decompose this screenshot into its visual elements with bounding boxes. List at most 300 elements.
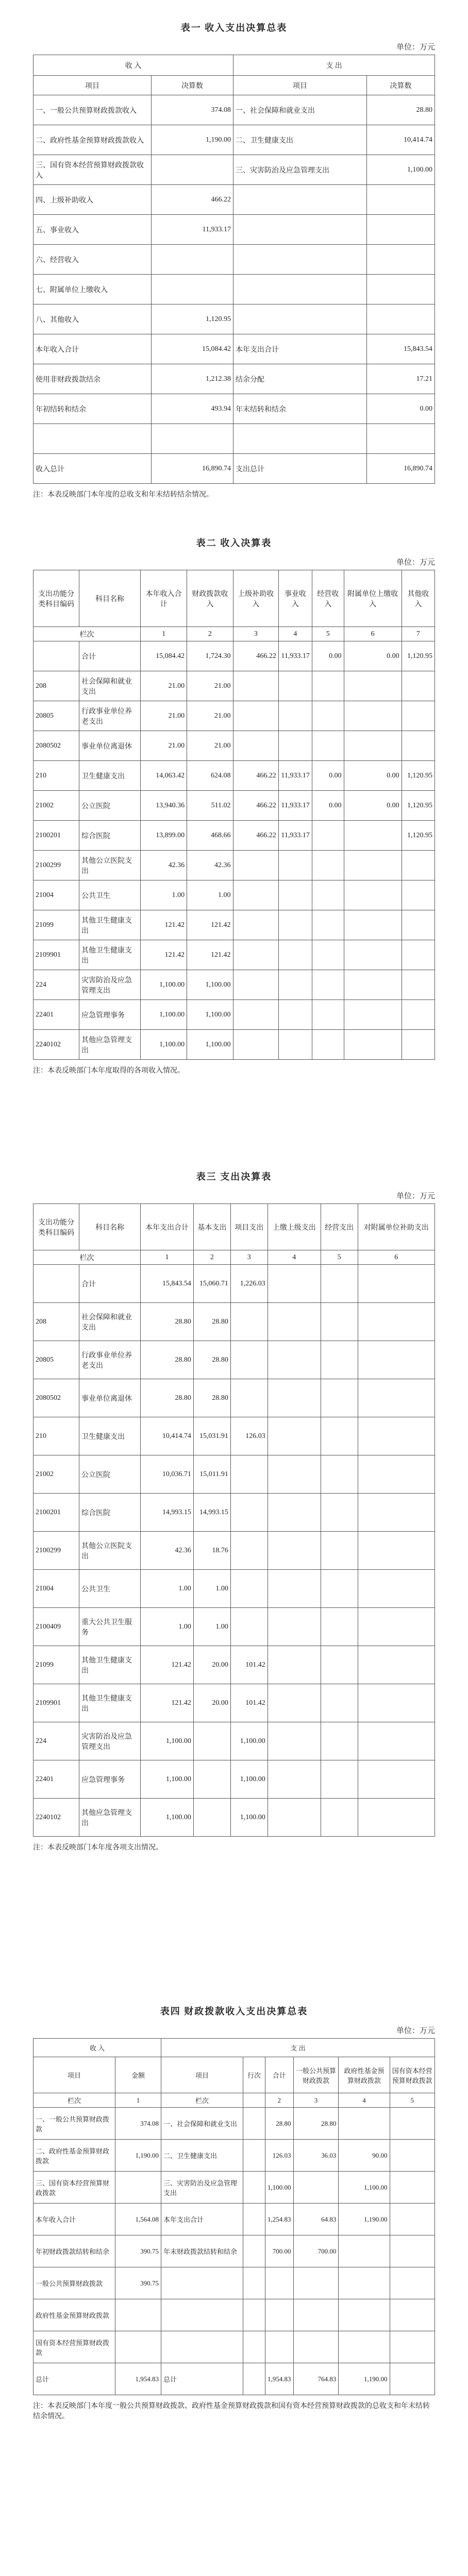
- table2-code: 2240102: [34, 1030, 79, 1060]
- table2-row: [34, 970, 435, 1000]
- table4-income-item: 总计: [34, 2363, 115, 2395]
- table2-value: 1,120.95: [402, 641, 434, 671]
- table2-value: [278, 701, 312, 731]
- table3-value: [321, 1722, 358, 1760]
- table3-value: [358, 1722, 434, 1760]
- table4-gen: 700.00: [293, 2235, 339, 2267]
- table3-value: 28.80: [141, 1303, 194, 1341]
- table2-value: 13,899.00: [141, 821, 187, 851]
- table2-value: 11,933.17: [278, 821, 312, 851]
- table3-value: [268, 1608, 321, 1646]
- table3-row: [34, 1760, 435, 1799]
- table4-gen: [293, 2267, 339, 2299]
- table3-name: 其他卫生健康支出: [79, 1646, 141, 1684]
- table3-value: [358, 1760, 434, 1799]
- table3-value: [321, 1303, 358, 1341]
- table2-name: 公共卫生: [79, 880, 141, 910]
- table2-value: [233, 851, 278, 880]
- table1-income-item: 三、国有资本经营预算财政拨款收入: [34, 155, 152, 185]
- table4-state: [390, 2299, 434, 2331]
- table3-value: [268, 1455, 321, 1494]
- table4-income-amount: 374.08: [115, 2108, 161, 2140]
- table4-row: [34, 2331, 435, 2363]
- table4-title: 表四 财政拨款收入支出决算总表: [160, 2006, 308, 2016]
- table2-value: [402, 851, 434, 880]
- table3-value: [358, 1494, 434, 1532]
- table3-value: [268, 1532, 321, 1570]
- table2-row: [34, 880, 435, 910]
- table2-value: 42.36: [187, 851, 233, 880]
- table2-code: 22401: [34, 1000, 79, 1030]
- table3-value: [230, 1379, 268, 1417]
- table3-name: 合计: [79, 1265, 141, 1303]
- table3-value: 28.80: [193, 1303, 230, 1341]
- table2-value: [233, 940, 278, 970]
- table2-code: 20805: [34, 701, 79, 731]
- table2-value: [402, 880, 434, 910]
- table4-rowno: [243, 2204, 265, 2235]
- table1-note: 注：本表反映部门本年度的总收支和年末结转结余情况。: [33, 491, 213, 499]
- table4-gen: [293, 2331, 339, 2363]
- table2-code: 21004: [34, 880, 79, 910]
- table1-expense-item: 支出总计: [233, 454, 367, 484]
- table4-expense-item: 三、灾害防治及应急管理支出: [161, 2172, 243, 2204]
- table2-row: [34, 851, 435, 880]
- table1-expense-item: [233, 215, 367, 245]
- table1-expense-amount: [367, 424, 435, 454]
- table2-code: 2100201: [34, 821, 79, 851]
- table3-value: 14,993.15: [193, 1494, 230, 1532]
- table1-expense-amount: 0.00: [367, 394, 435, 424]
- table2-title: 表二 收入决算表: [196, 538, 272, 548]
- table1-income-amount: 1,120.95: [152, 304, 233, 334]
- table3-value: 20.00: [193, 1646, 230, 1684]
- table4-expense-item: 一、社会保障和就业支出: [161, 2108, 243, 2140]
- table1-income-item: 年初结转和结余: [34, 394, 152, 424]
- table3-col-ope: 经营支出: [321, 1204, 358, 1250]
- table4-state: [390, 2267, 434, 2299]
- table2-value: 14,063.42: [141, 761, 187, 791]
- table2-code: 2100299: [34, 851, 79, 880]
- table4-col-num: 1: [115, 2093, 161, 2108]
- table3-value: 28.80: [193, 1341, 230, 1379]
- table2-value: [312, 851, 344, 880]
- table2-value: [344, 731, 402, 761]
- table2-row: [34, 791, 435, 821]
- table2-value: [344, 910, 402, 940]
- table2-value: 1,100.00: [187, 1000, 233, 1030]
- table4-gov: 1,190.00: [339, 2204, 390, 2235]
- table2-value: [233, 910, 278, 940]
- table2-value: [344, 880, 402, 910]
- table1-income-amount: 1,190.00: [152, 125, 233, 155]
- table2-section: [33, 536, 435, 1075]
- table1-expense-item: [233, 185, 367, 215]
- table3-value: 1.00: [193, 1570, 230, 1608]
- table1-expense-amount: [367, 215, 435, 245]
- table4-expense-header: 支 出: [161, 2039, 435, 2057]
- table4-state: [390, 2140, 434, 2172]
- table4-total: 700.00: [265, 2235, 294, 2267]
- table1-col-amount: 决算数: [367, 76, 435, 95]
- table1-income-amount: 493.94: [152, 394, 233, 424]
- table4-row: [34, 2299, 435, 2331]
- table2-value: 121.42: [187, 910, 233, 940]
- table1-row: [34, 334, 435, 364]
- table4-gov: 1,190.00: [339, 2363, 390, 2395]
- table3-name: 社会保障和就业支出: [79, 1303, 141, 1341]
- table1-income-amount: 16,890.74: [152, 454, 233, 484]
- table3-value: 15,843.54: [141, 1265, 194, 1303]
- table4-expense-item: [161, 2299, 243, 2331]
- table1-row: [34, 275, 435, 304]
- table3-col-index: 栏次: [34, 1250, 141, 1265]
- table2-value: 1,120.95: [402, 791, 434, 821]
- table2-value: 11,933.17: [278, 641, 312, 671]
- table2-name: 公立医院: [79, 791, 141, 821]
- table3-code: 2109901: [34, 1684, 79, 1722]
- table4-total: 126.03: [265, 2140, 294, 2172]
- table2-value: 1.00: [187, 880, 233, 910]
- table2-value: 0.00: [344, 791, 402, 821]
- table2-value: 1.00: [141, 880, 187, 910]
- table3-value: 15,060.71: [193, 1265, 230, 1303]
- table3-row: [34, 1455, 435, 1494]
- table3-value: 1.00: [141, 1570, 194, 1608]
- table1-row: [34, 185, 435, 215]
- table3-row: [34, 1608, 435, 1646]
- table3-unit: 单位：万元: [396, 1192, 435, 1200]
- table2-value: [312, 821, 344, 851]
- table4-col-state: 国有资本经营预算财政拨款: [390, 2057, 434, 2093]
- table4-col-amount: 金额: [115, 2057, 161, 2093]
- table2-value: 511.02: [187, 791, 233, 821]
- table2-col-sub: 附属单位上缴收入: [344, 570, 402, 627]
- table1-col-amount: 决算数: [152, 76, 233, 95]
- table3-value: [193, 1799, 230, 1837]
- table3-code: [34, 1265, 79, 1303]
- table1-unit: 单位：万元: [396, 43, 435, 52]
- table3-value: [193, 1760, 230, 1799]
- table3-row: [34, 1379, 435, 1417]
- table3-code: 20805: [34, 1341, 79, 1379]
- table3-value: 1,226.03: [230, 1265, 268, 1303]
- table2-col-oth: 其他收入: [402, 570, 434, 627]
- table1-col-item: 项目: [34, 76, 152, 95]
- table2-value: [312, 731, 344, 761]
- table2-row: [34, 1030, 435, 1060]
- table4-income-item: 本年收入合计: [34, 2204, 115, 2235]
- table2-value: 21.00: [187, 701, 233, 731]
- table1-income-item: 二、政府性基金预算财政拨款收入: [34, 125, 152, 155]
- table4-income-item: 年初财政拨款结转和结余: [34, 2235, 115, 2267]
- table2-value: [233, 731, 278, 761]
- table1-income-item: 六、经营收入: [34, 245, 152, 275]
- table3-section: [33, 1170, 435, 1852]
- table3-code: 224: [34, 1722, 79, 1760]
- table4-row: [34, 2204, 435, 2235]
- table3-value: [268, 1646, 321, 1684]
- table3-value: 15,031.91: [193, 1417, 230, 1455]
- table3-value: [358, 1341, 434, 1379]
- table3-value: [230, 1341, 268, 1379]
- table2-value: 21.00: [187, 731, 233, 761]
- table2-code: 208: [34, 671, 79, 701]
- table4-unit: 单位：万元: [396, 2027, 435, 2035]
- table2-name: 其他公立医院支出: [79, 851, 141, 880]
- table3-value: [321, 1760, 358, 1799]
- table1-income-amount: 1,212.38: [152, 364, 233, 394]
- table4-state: [390, 2204, 434, 2235]
- table3-row: [34, 1494, 435, 1532]
- table1-expense-item: [233, 275, 367, 304]
- table1-income-item: 五、事业收入: [34, 215, 152, 245]
- table2-value: [402, 1000, 434, 1030]
- table3-value: [358, 1265, 434, 1303]
- table2-col-fin: 财政拨款收入: [187, 570, 233, 627]
- table2-value: 21.00: [187, 671, 233, 701]
- table2-value: [278, 731, 312, 761]
- table2-row: [34, 1000, 435, 1030]
- table2-name: 其他卫生健康支出: [79, 940, 141, 970]
- table3-name: 行政事业单位养老支出: [79, 1341, 141, 1379]
- table2-code: 2080502: [34, 731, 79, 761]
- table4-total: 28.80: [265, 2108, 294, 2140]
- table3-value: [358, 1608, 434, 1646]
- table3-value: 10,414.74: [141, 1417, 194, 1455]
- table4-col-num: 4: [339, 2093, 390, 2108]
- table3-value: [268, 1303, 321, 1341]
- table2-value: 0.00: [312, 641, 344, 671]
- table1-income-header: 收 入: [34, 55, 233, 76]
- table2-value: 466.22: [233, 821, 278, 851]
- table2-value: [233, 701, 278, 731]
- table4-col-num: [243, 2093, 265, 2108]
- table2-value: [402, 970, 434, 1000]
- table2-value: [312, 880, 344, 910]
- table2-unit: 单位：万元: [396, 558, 435, 567]
- table2-value: 466.22: [233, 791, 278, 821]
- table4-expense-item: 年末财政拨款结转和结余: [161, 2235, 243, 2267]
- table4-col-num: 2: [265, 2093, 294, 2108]
- table2-code: 2109901: [34, 940, 79, 970]
- table2-row: [34, 910, 435, 940]
- table2-value: [278, 910, 312, 940]
- table4-gen: 28.80: [293, 2108, 339, 2140]
- table2-name: 合计: [79, 641, 141, 671]
- table1-row: [34, 95, 435, 125]
- table2-value: [278, 851, 312, 880]
- table3-value: 20.00: [193, 1684, 230, 1722]
- table2-row: [34, 821, 435, 851]
- table3-value: [321, 1455, 358, 1494]
- table4-rowno: [243, 2235, 265, 2267]
- table3-value: [321, 1417, 358, 1455]
- table3-value: 1.00: [193, 1608, 230, 1646]
- table1-expense-item: 三、灾害防治及应急管理支出: [233, 155, 367, 185]
- table3-value: 14,993.15: [141, 1494, 194, 1532]
- table2-code: 210: [34, 761, 79, 791]
- table1: [33, 55, 435, 484]
- table3-name: 综合医院: [79, 1494, 141, 1532]
- table4-row: [34, 2235, 435, 2267]
- table1-income-amount: [152, 245, 233, 275]
- table4-col-index: 栏次: [34, 2093, 115, 2108]
- table4-total: [265, 2267, 294, 2299]
- table1-col-item: 项目: [233, 76, 367, 95]
- table3-name: 公立医院: [79, 1455, 141, 1494]
- table3-value: 1,100.00: [141, 1722, 194, 1760]
- table2-col-num: 7: [402, 627, 434, 641]
- table4-col-num: 3: [293, 2093, 339, 2108]
- table3-col-num: 4: [268, 1250, 321, 1265]
- table3-code: 2100299: [34, 1532, 79, 1570]
- table4-col-rowno: 行次: [243, 2057, 265, 2093]
- table4-expense-item: 本年支出合计: [161, 2204, 243, 2235]
- table3-row: [34, 1722, 435, 1760]
- table2-value: [278, 671, 312, 701]
- table3-value: [321, 1341, 358, 1379]
- table3-col-num: 5: [321, 1250, 358, 1265]
- table1-income-item: 八、其他收入: [34, 304, 152, 334]
- table3-code: 2240102: [34, 1799, 79, 1837]
- table2-value: 21.00: [141, 731, 187, 761]
- table3-value: 126.03: [230, 1417, 268, 1455]
- table1-expense-item: [233, 304, 367, 334]
- table1-row: [34, 215, 435, 245]
- table3-value: 1.00: [141, 1608, 194, 1646]
- table1-expense-amount: 16,890.74: [367, 454, 435, 484]
- table3-value: [268, 1341, 321, 1379]
- table2-col-num: 6: [344, 627, 402, 641]
- table2-col-bus: 事业收入: [278, 570, 312, 627]
- table2-value: 1,724.30: [187, 641, 233, 671]
- table4-row: [34, 2140, 435, 2172]
- table2-name: 卫生健康支出: [79, 761, 141, 791]
- table3-value: [268, 1684, 321, 1722]
- table3-row: [34, 1417, 435, 1455]
- table3-title: 表三 支出决算表: [196, 1172, 272, 1182]
- table1-income-amount: [152, 424, 233, 454]
- table3-value: [230, 1303, 268, 1341]
- table2-value: 1,100.00: [187, 970, 233, 1000]
- table3-value: 28.80: [141, 1341, 194, 1379]
- table1-income-item: 本年收入合计: [34, 334, 152, 364]
- table4-expense-item: 二、卫生健康支出: [161, 2140, 243, 2172]
- table1-expense-item: 本年支出合计: [233, 334, 367, 364]
- table4-col-gen: 一般公共预算财政拨款: [293, 2057, 339, 2093]
- table3-value: [321, 1570, 358, 1608]
- table2-value: 1,120.95: [402, 761, 434, 791]
- table1-section: [33, 21, 435, 499]
- table4-col-num: 5: [390, 2093, 434, 2108]
- table4-col-gov: 政府性基金预算财政拨款: [339, 2057, 390, 2093]
- table2-value: [278, 940, 312, 970]
- table2-col-num: 3: [233, 627, 278, 641]
- table1-expense-amount: 17.21: [367, 364, 435, 394]
- table2-value: 0.00: [344, 761, 402, 791]
- table4-total: 1,954.83: [265, 2363, 294, 2395]
- table3-value: [321, 1646, 358, 1684]
- table2-value: [344, 701, 402, 731]
- table4-note: 注：本表反映部门本年度一般公共预算财政拨款、政府性基金预算财政拨款和国有资本经营预算财政拨款的总收支和年末结转结余情况。: [33, 2402, 430, 2420]
- table3-value: [358, 1455, 434, 1494]
- table3-value: 101.42: [230, 1646, 268, 1684]
- table3-code: 210: [34, 1417, 79, 1455]
- table4-income-amount: 390.75: [115, 2267, 161, 2299]
- table3-row: [34, 1570, 435, 1608]
- table2-value: [278, 1030, 312, 1060]
- table4-income-amount: 1,564.08: [115, 2204, 161, 2235]
- table2-value: 466.22: [233, 761, 278, 791]
- table3-value: [268, 1570, 321, 1608]
- table3-value: [230, 1455, 268, 1494]
- table3-value: 1,100.00: [141, 1799, 194, 1837]
- table3-value: [358, 1532, 434, 1570]
- table2-value: [233, 671, 278, 701]
- table4-gen: 64.83: [293, 2204, 339, 2235]
- table3-col-sub: 对附属单位补助支出: [358, 1204, 434, 1250]
- table4-col-item: 项目: [34, 2057, 115, 2093]
- table2-value: [233, 1030, 278, 1060]
- table2-code: 21002: [34, 791, 79, 821]
- table4-total: [265, 2331, 294, 2363]
- table2-code: 21099: [34, 910, 79, 940]
- table1-expense-item: [233, 245, 367, 275]
- table3-code: 22401: [34, 1760, 79, 1799]
- table1-row: [34, 394, 435, 424]
- table2-value: 11,933.17: [278, 761, 312, 791]
- table2-name: 社会保障和就业支出: [79, 671, 141, 701]
- table3-value: 1,100.00: [230, 1760, 268, 1799]
- table4-state: [390, 2172, 434, 2204]
- table4-row: [34, 2108, 435, 2140]
- table4-rowno: [243, 2140, 265, 2172]
- table1-income-amount: 466.22: [152, 185, 233, 215]
- table1-expense-item: 年末结转和结余: [233, 394, 367, 424]
- table1-row: [34, 155, 435, 185]
- table3: [33, 1204, 435, 1837]
- table1-row: [34, 454, 435, 484]
- table2-row: [34, 701, 435, 731]
- table2-value: 13,940.36: [141, 791, 187, 821]
- table3-row: [34, 1341, 435, 1379]
- table3-col-num: 6: [358, 1250, 434, 1265]
- table3-row: [34, 1532, 435, 1570]
- table2-value: [233, 880, 278, 910]
- table2-value: 121.42: [187, 940, 233, 970]
- table3-value: [230, 1494, 268, 1532]
- table2-value: [344, 851, 402, 880]
- table2-value: [402, 671, 434, 701]
- table4-total: 1,254.83: [265, 2204, 294, 2235]
- table4-income-item: 一般公共预算财政拨款: [34, 2267, 115, 2299]
- table3-value: [358, 1684, 434, 1722]
- table2-col-ope: 经营收入: [312, 570, 344, 627]
- table1-expense-amount: 1,100.00: [367, 155, 435, 185]
- table4-gov: [339, 2235, 390, 2267]
- table2-row: [34, 641, 435, 671]
- table2-value: [312, 910, 344, 940]
- table2-value: [312, 671, 344, 701]
- table4-gov: 90.00: [339, 2140, 390, 2172]
- table3-value: 101.42: [230, 1684, 268, 1722]
- table3-col-name: 科目名称: [79, 1204, 141, 1250]
- table3-value: [358, 1646, 434, 1684]
- table4-total: 1,100.00: [265, 2172, 294, 2204]
- table1-income-item: 四、上级补助收入: [34, 185, 152, 215]
- table2-value: [312, 701, 344, 731]
